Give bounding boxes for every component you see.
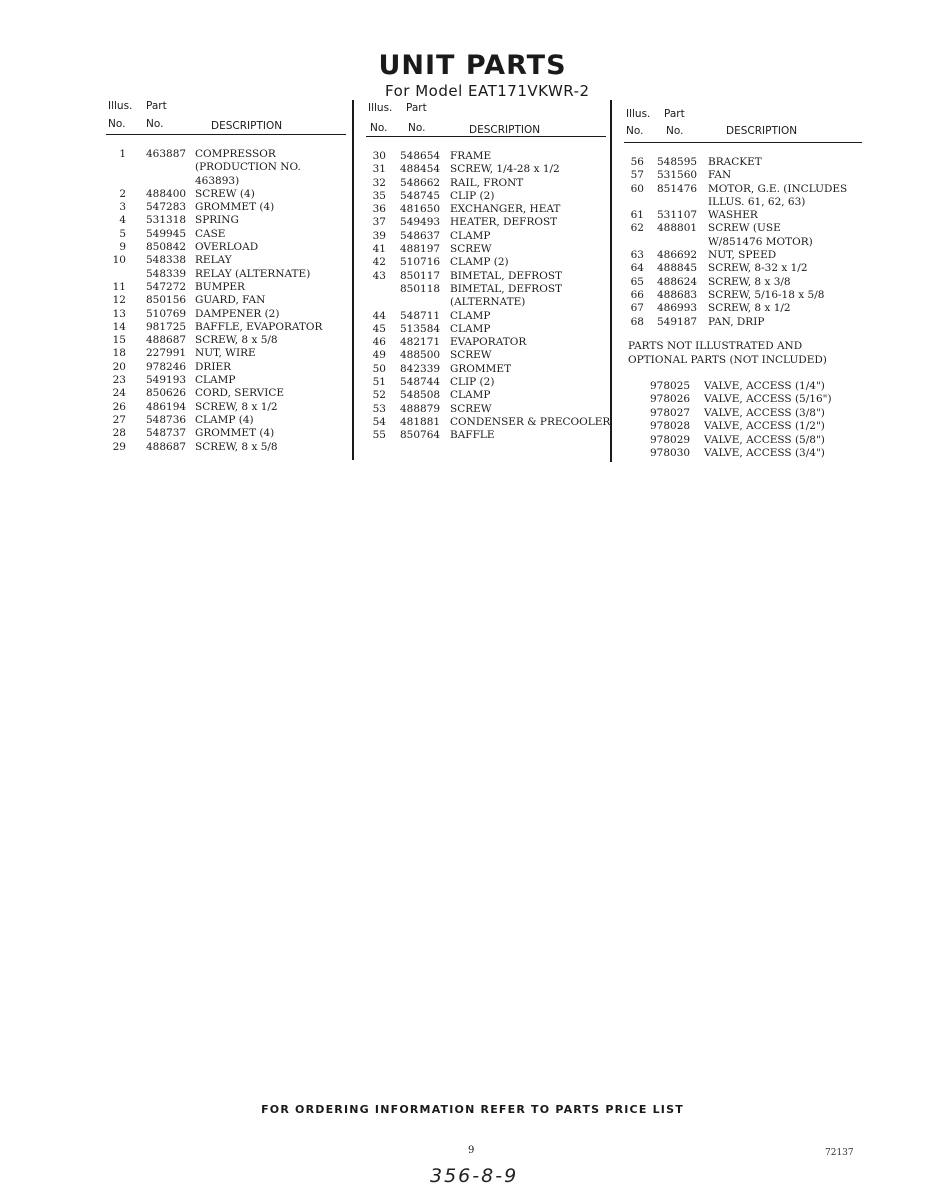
part-row <box>106 241 346 254</box>
part-description: SCREW <box>450 349 492 362</box>
part-row <box>106 427 346 440</box>
part-row <box>366 349 606 362</box>
part-description: RAIL, FRONT <box>450 176 524 189</box>
illus-number: 27 <box>112 413 126 426</box>
part-description: BUMPER <box>195 280 245 293</box>
part-row <box>624 316 862 329</box>
header-illus-no: No. <box>370 122 388 134</box>
part-number: 488845 <box>657 262 698 275</box>
part-number: 482171 <box>400 336 441 349</box>
illus-number: 61 <box>630 209 644 222</box>
part-row <box>366 283 606 296</box>
part-number: 850842 <box>146 241 187 254</box>
header-illus: Illus. <box>108 100 133 112</box>
part-row <box>624 156 862 169</box>
illus-number: 1 <box>119 148 126 160</box>
parts-list-1 <box>106 148 346 454</box>
part-row <box>106 308 346 321</box>
part-description: SCREW, 8 x 1/2 <box>708 302 791 315</box>
ordering-footer: FOR ORDERING INFORMATION REFER TO PARTS PRICE LIST <box>261 1103 684 1116</box>
part-description: HEATER, DEFROST <box>450 216 558 229</box>
illus-number: 50 <box>372 362 386 375</box>
part-number: 978246 <box>146 360 187 373</box>
part-row <box>106 401 346 414</box>
part-row <box>366 403 606 416</box>
part-row <box>624 236 862 249</box>
part-description: SCREW <box>450 402 492 415</box>
part-number: 978026 <box>650 393 691 406</box>
header-illus: Illus. <box>626 108 651 120</box>
part-description: BRACKET <box>708 156 762 168</box>
illus-number: 68 <box>630 315 644 328</box>
part-description: SCREW (USE <box>708 222 781 235</box>
part-description: SCREW, 8 x 1/2 <box>195 400 278 413</box>
part-row <box>366 256 606 269</box>
part-number: 531560 <box>657 169 698 182</box>
part-number: 547272 <box>146 280 187 293</box>
part-number: 978029 <box>650 433 691 446</box>
illus-number: 23 <box>112 374 126 387</box>
part-row <box>366 270 606 283</box>
part-row <box>366 415 611 429</box>
part-row <box>366 190 606 203</box>
header-part: Part <box>664 108 685 120</box>
part-row <box>106 441 346 454</box>
part-row <box>106 294 346 307</box>
illus-number: 66 <box>630 288 644 301</box>
illus-number: 3 <box>119 201 126 214</box>
illus-number: 9 <box>119 241 126 254</box>
illus-number: 64 <box>630 262 644 275</box>
document-code: 72137 <box>825 1148 854 1158</box>
part-row <box>624 249 862 262</box>
part-number: 488400 <box>146 187 187 200</box>
part-row <box>106 161 346 174</box>
part-row <box>624 183 862 196</box>
part-number: 548637 <box>400 229 441 242</box>
part-number: 850118 <box>400 282 441 295</box>
part-row <box>106 281 346 294</box>
part-description: (ALTERNATE) <box>450 296 526 309</box>
part-description: GUARD, FAN <box>195 294 266 307</box>
part-row <box>366 363 606 376</box>
illus-number: 56 <box>630 156 644 168</box>
part-description: SCREW, 8-32 x 1/2 <box>708 262 808 275</box>
part-description: CLAMP (2) <box>450 256 509 269</box>
illus-number: 39 <box>372 229 386 242</box>
part-description: SCREW, 5/16-18 x 5/8 <box>708 288 825 301</box>
part-description: PAN, DRIP <box>708 315 765 328</box>
part-description: BIMETAL, DEFROST <box>450 269 563 282</box>
page-title: UNIT PARTS <box>378 50 567 81</box>
part-description: VALVE, ACCESS (5/8") <box>704 433 825 446</box>
illus-number: 12 <box>112 294 126 307</box>
part-number: 486993 <box>657 302 698 315</box>
header-part-no: No. <box>408 122 426 134</box>
part-row <box>106 414 346 427</box>
part-row <box>624 289 862 302</box>
part-row <box>366 203 606 216</box>
part-description: CLAMP (4) <box>195 413 254 426</box>
illus-number: 42 <box>372 256 386 269</box>
part-row <box>366 336 606 349</box>
part-number: 488683 <box>657 288 698 301</box>
part-description: VALVE, ACCESS (5/16") <box>704 393 832 406</box>
part-description: CLAMP <box>450 389 491 402</box>
header-part: Part <box>406 102 427 114</box>
part-row <box>366 296 606 309</box>
column-header <box>624 108 862 143</box>
illus-number: 26 <box>112 400 126 413</box>
part-row <box>106 334 346 347</box>
part-description: VALVE, ACCESS (1/2") <box>704 420 825 433</box>
part-row <box>624 222 862 235</box>
part-description: VALVE, ACCESS (1/4") <box>704 380 825 392</box>
column-header <box>106 100 346 135</box>
part-number: 548339 <box>146 267 187 280</box>
part-description: FRAME <box>450 150 492 162</box>
illus-number: 60 <box>630 182 644 195</box>
part-number: 488687 <box>146 334 187 347</box>
part-description: BIMETAL, DEFROST <box>450 282 563 295</box>
part-description: CLIP (2) <box>450 376 495 389</box>
part-row <box>106 201 346 214</box>
illus-number: 20 <box>112 360 126 373</box>
part-description: EVAPORATOR <box>450 336 527 349</box>
part-description: SCREW, 8 x 5/8 <box>195 334 278 347</box>
part-description: GROMMET (4) <box>195 427 275 440</box>
illus-number: 51 <box>372 376 386 389</box>
column-header <box>366 102 606 137</box>
part-row <box>106 374 346 387</box>
part-row <box>366 163 606 176</box>
parts-list-3 <box>624 156 862 329</box>
part-number: 850764 <box>400 429 441 442</box>
part-description: W/851476 MOTOR) <box>708 235 813 248</box>
part-number: 488454 <box>400 163 441 176</box>
illus-number: 28 <box>112 427 126 440</box>
illus-number: 41 <box>372 243 386 256</box>
part-number: 549493 <box>400 216 441 229</box>
part-description: CLAMP <box>195 374 236 387</box>
illus-number: 18 <box>112 347 126 360</box>
part-number: 531107 <box>657 209 698 222</box>
illus-number: 4 <box>119 214 126 227</box>
part-number: 481881 <box>400 415 441 428</box>
illus-number: 2 <box>119 187 126 200</box>
part-number: 549945 <box>146 227 187 240</box>
illus-number: 55 <box>372 429 386 442</box>
part-description: RELAY <box>195 254 232 267</box>
model-subtitle: For Model EAT171VKWR-2 <box>385 82 590 100</box>
part-row <box>366 323 606 336</box>
part-number: 548744 <box>400 376 441 389</box>
illus-number: 13 <box>112 307 126 320</box>
part-row <box>624 196 862 209</box>
part-description: SPRING <box>195 214 239 227</box>
part-row <box>366 376 606 389</box>
part-number: 531318 <box>146 214 187 227</box>
part-number: 548711 <box>400 309 441 322</box>
part-row <box>106 387 346 400</box>
part-description: CLIP (2) <box>450 189 495 202</box>
part-number: 850156 <box>146 294 187 307</box>
part-number: 548508 <box>400 389 441 402</box>
header-illus: Illus. <box>368 102 393 114</box>
illus-number: 5 <box>119 227 126 240</box>
part-description: BAFFLE <box>450 429 495 442</box>
part-row <box>366 216 606 229</box>
part-description: NUT, WIRE <box>195 347 256 360</box>
part-row <box>106 175 346 188</box>
part-number: 842339 <box>400 362 441 375</box>
illus-number: 31 <box>372 163 386 176</box>
part-number: 486692 <box>657 249 698 262</box>
illus-number: 54 <box>372 415 386 428</box>
illus-number: 49 <box>372 349 386 362</box>
part-description: EXCHANGER, HEAT <box>450 203 561 216</box>
part-row <box>106 148 346 161</box>
header-part-no: No. <box>146 118 164 130</box>
header-part: Part <box>146 100 167 112</box>
part-description: GROMMET <box>450 362 512 375</box>
part-number: 548745 <box>400 189 441 202</box>
part-row <box>106 188 346 201</box>
part-number: 850117 <box>400 269 441 282</box>
header-part-no: No. <box>666 125 684 137</box>
part-number: 510769 <box>146 307 187 320</box>
part-row <box>106 321 346 334</box>
part-number: 548595 <box>657 156 698 168</box>
part-number: 463887 <box>146 148 187 160</box>
part-description: WASHER <box>708 209 758 222</box>
header-description: DESCRIPTION <box>726 125 798 137</box>
part-description: CASE <box>195 227 226 240</box>
part-description: NUT, SPEED <box>708 249 777 262</box>
part-description: CONDENSER & PRECOOLER <box>450 415 611 428</box>
illus-number: 43 <box>372 269 386 282</box>
part-row <box>106 361 346 374</box>
part-row <box>366 429 606 442</box>
parts-list-2 <box>366 150 611 443</box>
part-number: 513584 <box>400 322 441 335</box>
illus-number: 62 <box>630 222 644 235</box>
part-description: SCREW, 8 x 3/8 <box>708 275 791 288</box>
part-row <box>106 254 346 267</box>
handwritten-note: 356-8-9 <box>430 1165 519 1187</box>
part-description: SCREW <box>450 243 492 256</box>
part-description: VALVE, ACCESS (3/8") <box>704 406 825 419</box>
part-number: 227991 <box>146 347 187 360</box>
part-row <box>366 177 606 190</box>
illus-number: 45 <box>372 322 386 335</box>
illus-number: 30 <box>372 150 386 162</box>
part-description: OVERLOAD <box>195 241 259 254</box>
illus-number: 65 <box>630 275 644 288</box>
part-description: CLAMP <box>450 322 491 335</box>
part-row <box>366 310 606 323</box>
part-number: 549187 <box>657 315 698 328</box>
column-divider <box>610 100 612 462</box>
illus-number: 57 <box>630 169 644 182</box>
header-illus-no: No. <box>108 118 126 130</box>
header-illus-no: No. <box>626 125 644 137</box>
illus-number: 11 <box>112 280 126 293</box>
part-row <box>366 150 606 163</box>
part-number: 851476 <box>657 182 698 195</box>
part-row <box>366 243 606 256</box>
not-illustrated-note: PARTS NOT ILLUSTRATED AND OPTIONAL PARTS (NOT INCLUDED) <box>628 340 827 366</box>
part-number: 548737 <box>146 427 187 440</box>
part-number: 548662 <box>400 176 441 189</box>
illus-number: 32 <box>372 176 386 189</box>
part-row <box>624 262 862 275</box>
page-number: 9 <box>468 1145 475 1156</box>
part-description: BAFFLE, EVAPORATOR <box>195 320 323 333</box>
part-description: CLAMP <box>450 309 491 322</box>
part-number: 548654 <box>400 150 441 162</box>
part-number: 510716 <box>400 256 441 269</box>
header-description: DESCRIPTION <box>211 120 283 132</box>
part-row <box>624 302 862 315</box>
part-number: 978030 <box>650 446 691 459</box>
part-number: 488801 <box>657 222 698 235</box>
illus-number: 44 <box>372 309 386 322</box>
illus-number: 10 <box>112 254 126 267</box>
illus-number: 14 <box>112 320 126 333</box>
part-row <box>106 214 346 227</box>
part-description: ILLUS. 61, 62, 63) <box>708 195 806 208</box>
part-description: FAN <box>708 169 732 182</box>
part-number: 547283 <box>146 201 187 214</box>
part-number: 548736 <box>146 413 187 426</box>
part-description: DAMPENER (2) <box>195 307 280 320</box>
illus-number: 36 <box>372 203 386 216</box>
part-description: CORD, SERVICE <box>195 387 285 400</box>
header-description: DESCRIPTION <box>469 124 541 136</box>
illus-number: 67 <box>630 302 644 315</box>
part-description: DRIER <box>195 360 232 373</box>
part-description: 463893) <box>195 174 240 187</box>
part-row <box>624 169 862 182</box>
part-description: MOTOR, G.E. (INCLUDES <box>708 182 848 195</box>
part-number: 481650 <box>400 203 441 216</box>
part-number: 488500 <box>400 349 441 362</box>
illus-number: 29 <box>112 440 126 453</box>
part-description: CLAMP <box>450 229 491 242</box>
part-description: (PRODUCTION NO. <box>195 161 301 174</box>
part-number: 978025 <box>650 380 691 392</box>
part-number: 981725 <box>146 320 187 333</box>
part-number: 548338 <box>146 254 187 267</box>
part-number: 978028 <box>650 420 691 433</box>
illus-number: 35 <box>372 189 386 202</box>
illus-number: 15 <box>112 334 126 347</box>
illus-number: 46 <box>372 336 386 349</box>
part-description: VALVE, ACCESS (3/4") <box>704 446 825 459</box>
part-description: SCREW, 1/4-28 x 1/2 <box>450 163 560 176</box>
part-number: 850626 <box>146 387 187 400</box>
part-number: 978027 <box>650 406 691 419</box>
part-row <box>624 276 862 289</box>
part-description: SCREW, 8 x 5/8 <box>195 440 278 453</box>
part-row <box>106 228 346 241</box>
illus-number: 37 <box>372 216 386 229</box>
part-row <box>106 268 346 281</box>
illus-number: 53 <box>372 402 386 415</box>
part-row <box>624 209 862 222</box>
part-row <box>106 347 346 360</box>
illus-number: 24 <box>112 387 126 400</box>
part-number: 549193 <box>146 374 187 387</box>
illus-number: 52 <box>372 389 386 402</box>
column-divider <box>352 100 354 460</box>
part-number: 488879 <box>400 402 441 415</box>
part-row <box>366 389 606 402</box>
part-description: GROMMET (4) <box>195 201 275 214</box>
illus-number: 63 <box>630 249 644 262</box>
part-number: 488624 <box>657 275 698 288</box>
part-description: SCREW (4) <box>195 187 255 200</box>
part-description: RELAY (ALTERNATE) <box>195 267 311 280</box>
part-number: 488197 <box>400 243 441 256</box>
part-description: COMPRESSOR <box>195 148 276 160</box>
part-row <box>366 230 606 243</box>
part-number: 488687 <box>146 440 187 453</box>
part-number: 486194 <box>146 400 187 413</box>
